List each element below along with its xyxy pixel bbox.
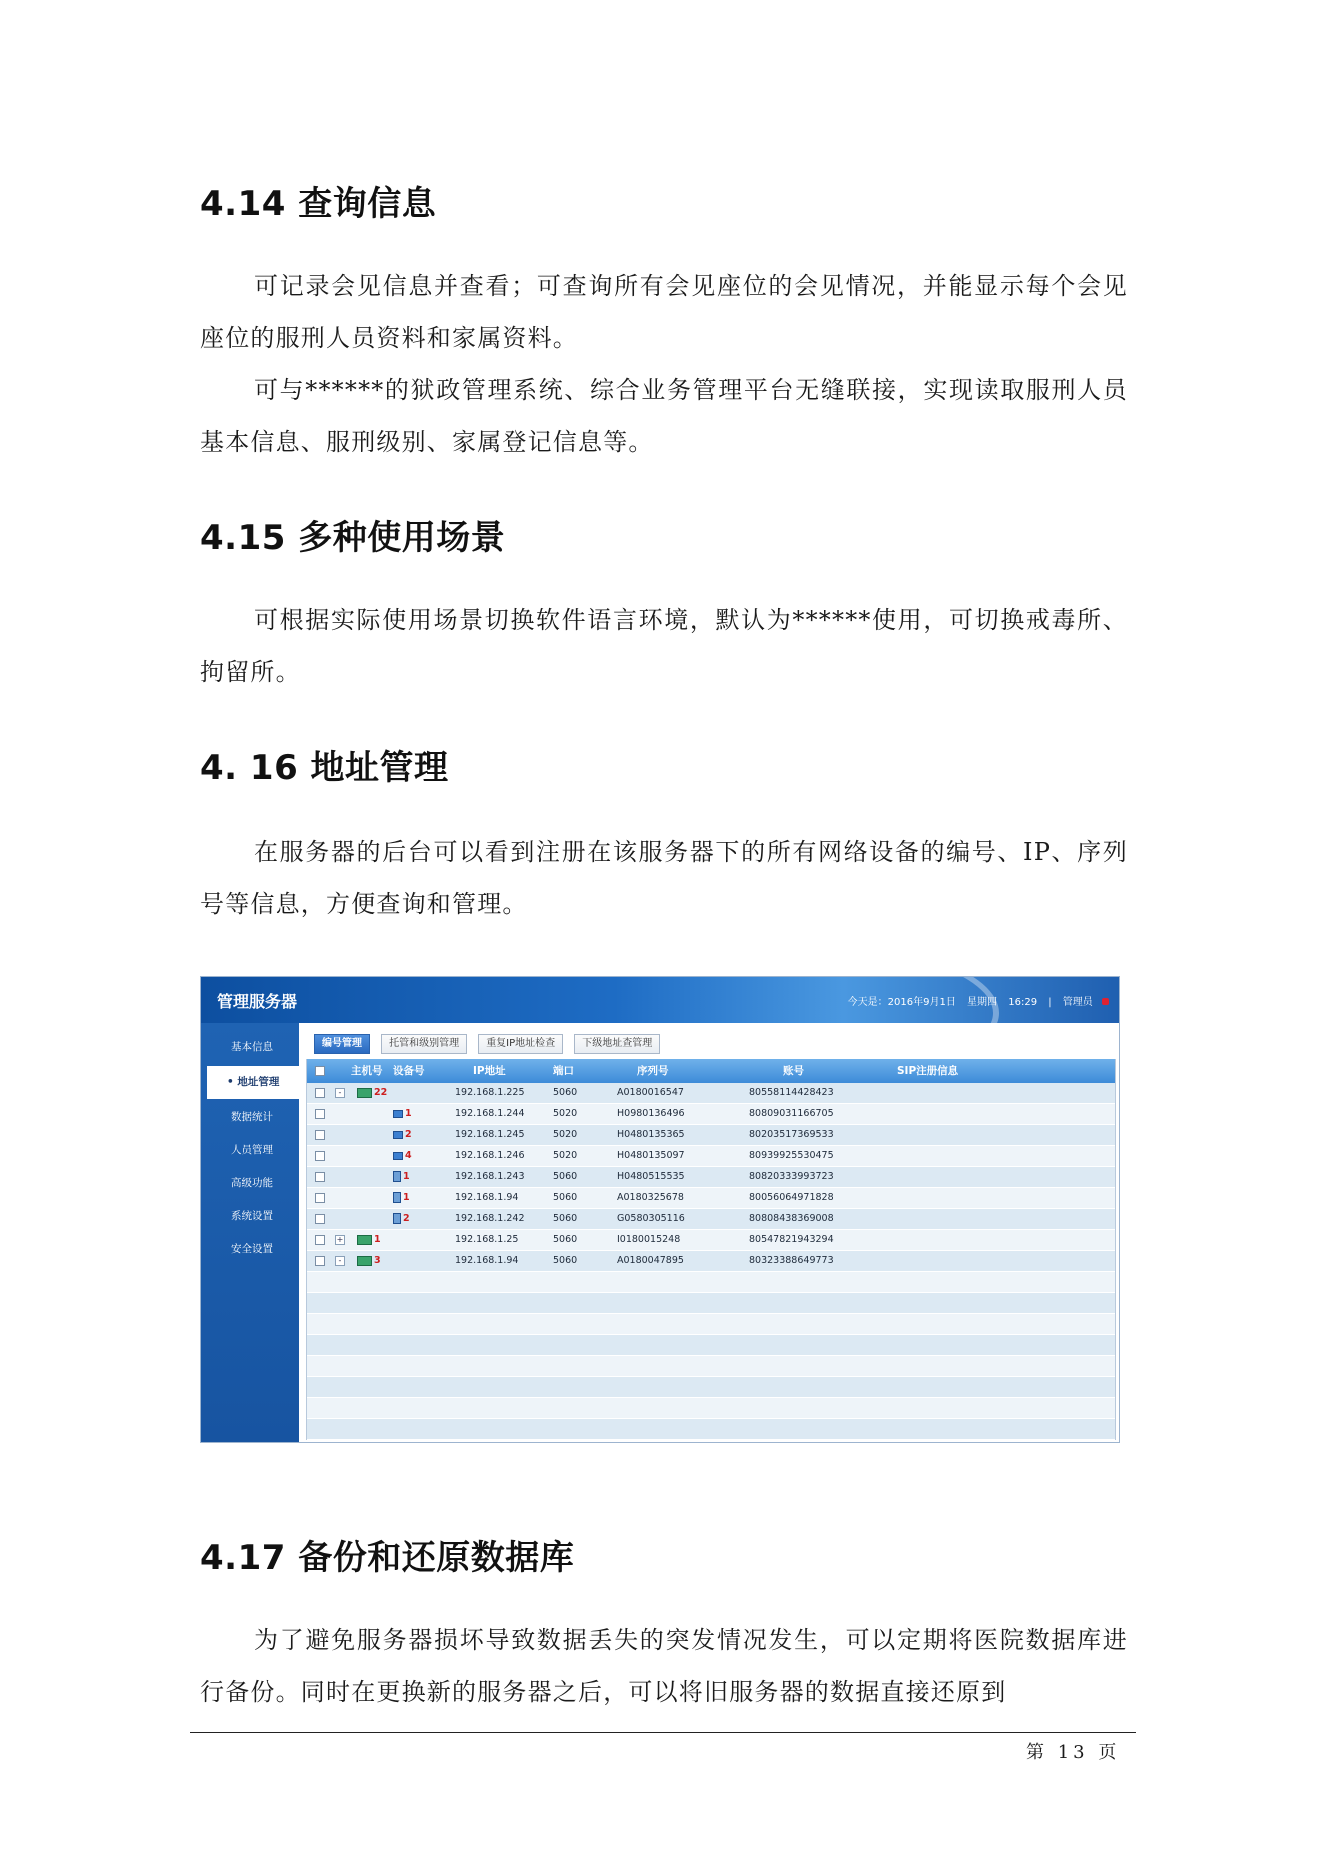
empty-row [307, 1398, 1115, 1419]
port-cell: 5060 [553, 1087, 578, 1098]
device-icon [393, 1131, 403, 1139]
tab-hosting-level[interactable]: 托管和级别管理 [381, 1034, 467, 1054]
sidebar-item-personnel[interactable]: 人员管理 [231, 1144, 273, 1156]
status-weekday: 星期四 [967, 997, 998, 1008]
address-management-screenshot [200, 976, 1120, 1443]
device-number: 1 [403, 1192, 410, 1203]
sidebar-item-address-management[interactable]: • 地址管理 [207, 1066, 299, 1099]
device-icon [393, 1152, 403, 1160]
expand-toggle[interactable]: - [335, 1088, 345, 1098]
status-separator: | [1048, 997, 1052, 1008]
ip-cell: 192.168.1.94 [455, 1192, 519, 1203]
row-checkbox[interactable] [315, 1256, 325, 1266]
empty-row [307, 1377, 1115, 1398]
table-body [307, 1083, 1115, 1440]
table-row[interactable] [307, 1188, 1115, 1209]
sidebar-item-security-settings[interactable]: 安全设置 [231, 1243, 273, 1255]
column-device: 设备号 [393, 1065, 425, 1077]
empty-row [307, 1419, 1115, 1440]
port-cell: 5020 [553, 1150, 578, 1161]
paragraph-4-17-1: 为了避免服务器损坏导致数据丢失的突发情况发生，可以定期将医院数据库进行备份。同时在更换新的服务器之后，可以将旧服务器的数据直接还原到 [200, 1626, 1128, 1706]
table-row[interactable] [307, 1167, 1115, 1188]
host-number: 3 [374, 1255, 381, 1266]
sidebar-item-statistics[interactable]: 数据统计 [231, 1111, 273, 1123]
row-checkbox[interactable] [315, 1214, 325, 1224]
account-cell: 80203517369533 [749, 1129, 834, 1140]
device-number: 1 [403, 1171, 410, 1182]
account-cell: 80547821943294 [749, 1234, 834, 1245]
row-checkbox[interactable] [315, 1172, 325, 1182]
serial-cell: A0180047895 [617, 1255, 684, 1266]
section-heading-4-14: 4.14 查询信息 [200, 184, 437, 224]
host-number: 1 [374, 1234, 381, 1245]
serial-cell: H0480135097 [617, 1150, 685, 1161]
serial-cell: A0180016547 [617, 1087, 684, 1098]
select-all-checkbox[interactable] [315, 1066, 325, 1076]
table-header [307, 1059, 1115, 1083]
paragraph-4-15-1: 可根据实际使用场景切换软件语言环境，默认为******使用，可切换戒毒所、拘留所。 [200, 606, 1128, 686]
account-cell: 80558114428423 [749, 1087, 834, 1098]
device-number: 1 [405, 1108, 412, 1119]
table-row[interactable] [307, 1209, 1115, 1230]
paragraph-4-14-1: 可记录会见信息并查看；可查询所有会见座位的会见情况，并能显示每个会见座位的服刑人员资料和家属资料。 [200, 272, 1128, 352]
status-user[interactable]: 管理员 [1062, 997, 1093, 1008]
ip-cell: 192.168.1.244 [455, 1108, 525, 1119]
port-cell: 5060 [553, 1171, 578, 1182]
expand-toggle[interactable]: - [335, 1256, 345, 1266]
account-cell: 80820333993723 [749, 1171, 834, 1182]
device-icon [393, 1192, 401, 1203]
sidebar-item-basic-info[interactable]: 基本信息 [231, 1041, 273, 1053]
account-cell: 80323388649773 [749, 1255, 834, 1266]
serial-cell: H0480515535 [617, 1171, 685, 1182]
device-number: 2 [403, 1213, 410, 1224]
logout-icon[interactable] [1102, 998, 1109, 1005]
footer-rule [190, 1732, 1136, 1733]
serial-cell: I0180015248 [617, 1234, 681, 1245]
row-checkbox[interactable] [315, 1130, 325, 1140]
port-cell: 5020 [553, 1129, 578, 1140]
sidebar-item-advanced[interactable]: 高级功能 [231, 1177, 273, 1189]
ip-cell: 192.168.1.242 [455, 1213, 525, 1224]
sidebar-item-system-settings[interactable]: 系统设置 [231, 1210, 273, 1222]
port-cell: 5060 [553, 1234, 578, 1245]
device-icon [393, 1110, 403, 1118]
empty-row [307, 1335, 1115, 1356]
table-row[interactable] [307, 1146, 1115, 1167]
sidebar [201, 1023, 299, 1442]
table-row[interactable] [307, 1251, 1115, 1272]
ip-cell: 192.168.1.225 [455, 1087, 525, 1098]
account-cell: 80056064971828 [749, 1192, 834, 1203]
empty-row [307, 1356, 1115, 1377]
empty-row [307, 1272, 1115, 1293]
column-account: 账号 [783, 1065, 804, 1077]
page-number: 第 13 页 [1026, 1742, 1121, 1763]
row-checkbox[interactable] [315, 1193, 325, 1203]
host-icon [357, 1088, 372, 1098]
row-checkbox[interactable] [315, 1109, 325, 1119]
port-cell: 5060 [553, 1192, 578, 1203]
ip-cell: 192.168.1.25 [455, 1234, 519, 1245]
column-host: 主机号 [351, 1065, 383, 1077]
ip-cell: 192.168.1.246 [455, 1150, 525, 1161]
serial-cell: A0180325678 [617, 1192, 684, 1203]
row-checkbox[interactable] [315, 1235, 325, 1245]
ip-cell: 192.168.1.94 [455, 1255, 519, 1266]
account-cell: 80808438369008 [749, 1213, 834, 1224]
status-bar [840, 993, 1109, 1008]
row-checkbox[interactable] [315, 1088, 325, 1098]
app-title: 管理服务器 [217, 992, 298, 1011]
main-panel [306, 1023, 1116, 1442]
empty-row [307, 1314, 1115, 1335]
column-ip: IP地址 [473, 1065, 506, 1077]
tab-subordinate-address[interactable]: 下级地址查管理 [574, 1034, 660, 1054]
host-icon [357, 1235, 372, 1245]
status-time: 16:29 [1008, 997, 1038, 1008]
ip-cell: 192.168.1.243 [455, 1171, 525, 1182]
serial-cell: G0580305116 [617, 1213, 685, 1224]
tab-bar [314, 1031, 666, 1051]
section-heading-4-15: 4.15 多种使用场景 [200, 518, 506, 558]
port-cell: 5060 [553, 1255, 578, 1266]
tab-duplicate-ip-check[interactable]: 重复IP地址检查 [478, 1034, 563, 1054]
table-row[interactable] [307, 1104, 1115, 1125]
account-cell: 80809031166705 [749, 1108, 834, 1119]
device-number: 2 [405, 1129, 412, 1140]
table-row[interactable] [307, 1230, 1115, 1251]
table-row[interactable] [307, 1125, 1115, 1146]
device-table [306, 1059, 1116, 1440]
empty-row [307, 1293, 1115, 1314]
port-cell: 5060 [553, 1213, 578, 1224]
row-checkbox[interactable] [315, 1151, 325, 1161]
serial-cell: H0980136496 [617, 1108, 685, 1119]
host-icon [357, 1256, 372, 1266]
serial-cell: H0480135365 [617, 1129, 685, 1140]
expand-toggle[interactable]: + [336, 1235, 344, 1244]
status-date: 今天是：2016年9月1日 [847, 997, 956, 1008]
column-port: 端口 [553, 1065, 574, 1077]
column-serial: 序列号 [637, 1065, 669, 1077]
paragraph-4-14-2: 可与******的狱政管理系统、综合业务管理平台无缝联接，实现读取服刑人员基本信息、服刑级别、家属登记信息等。 [200, 376, 1128, 456]
app-header [201, 977, 1119, 1023]
port-cell: 5020 [553, 1108, 578, 1119]
account-cell: 80939925530475 [749, 1150, 834, 1161]
section-heading-4-16: 4. 16 地址管理 [200, 748, 449, 788]
device-icon [393, 1213, 401, 1224]
section-heading-4-17: 4.17 备份和还原数据库 [200, 1538, 575, 1578]
device-icon [393, 1171, 401, 1182]
table-row[interactable] [307, 1083, 1115, 1104]
paragraph-4-16-1: 在服务器的后台可以看到注册在该服务器下的所有网络设备的编号、IP、序列号等信息，方便查询和管理。 [200, 838, 1128, 918]
device-number: 4 [405, 1150, 412, 1161]
column-sip: SIP注册信息 [897, 1065, 959, 1077]
tab-number-management[interactable]: 编号管理 [314, 1034, 370, 1054]
host-number: 22 [374, 1087, 388, 1098]
ip-cell: 192.168.1.245 [455, 1129, 525, 1140]
